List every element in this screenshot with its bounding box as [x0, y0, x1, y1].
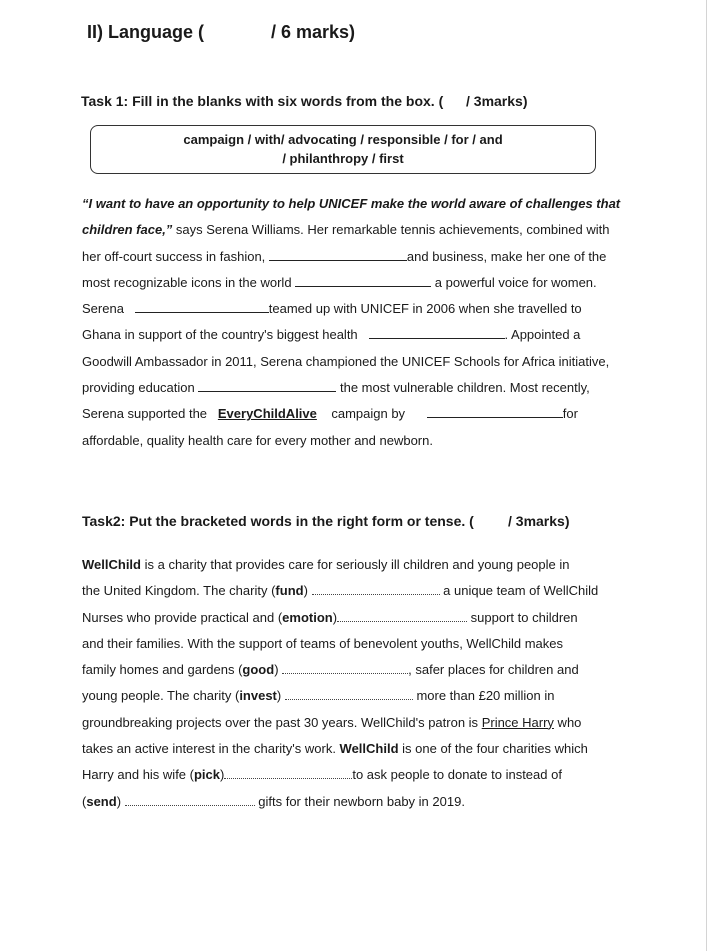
text-span: ) — [116, 793, 125, 809]
text-span: most recognizable icons in the world — [82, 274, 292, 290]
text-span: WellChild — [339, 741, 399, 757]
answer-dots-5[interactable] — [224, 767, 352, 779]
text-span: Harry and his wife ( — [82, 767, 194, 783]
text-line — [82, 552, 623, 578]
text-span: the most vulnerable children. Most recently, — [336, 380, 590, 396]
word-box-line-1: campaign / with/ advocating / responsible / for / and — [183, 132, 503, 147]
text-line: and their families. With the support of teams of benevolent youths, WellChild makes — [82, 635, 563, 651]
answer-dots-3[interactable] — [282, 662, 408, 674]
prince-harry-link[interactable]: Prince Harry — [481, 714, 554, 730]
text-line: “I want to have an opportunity to help UNICEF make the world aware of challenges that — [82, 196, 621, 211]
answer-dots-6[interactable] — [125, 794, 255, 806]
text-line — [82, 578, 623, 604]
bracket-word: pick — [193, 767, 220, 783]
text-span: support to children — [467, 609, 578, 625]
text-span: the United Kingdom. The charity ( — [82, 583, 276, 599]
bracket-word: good — [242, 662, 275, 678]
answer-blank-1[interactable] — [269, 248, 407, 261]
text-span: to ask people to donate to instead of — [352, 767, 562, 783]
text-span: young people. The charity ( — [82, 688, 240, 704]
text-span: and business, make her one of the — [406, 248, 607, 264]
task2-title: Task2: Put the bracketed words in the right form or tense. ( — [82, 513, 474, 529]
answer-blank-4[interactable] — [369, 326, 505, 339]
text-span: ) — [220, 767, 225, 783]
page-edge-line — [706, 0, 707, 951]
text-line — [82, 683, 623, 709]
text-span: Serena — [82, 301, 124, 317]
text-span: ) — [274, 662, 283, 678]
bracket-word: emotion — [282, 609, 333, 625]
text-span: groundbreaking projects over the past 30 years. WellChild's patron is — [82, 714, 482, 730]
text-span: Ghana in support of the country's biggest health — [82, 327, 358, 343]
task2-marks: / 3marks) — [508, 513, 570, 529]
text-span: is one of the four charities which — [398, 741, 588, 757]
text-line — [82, 322, 623, 348]
section-marks: / 6 marks) — [271, 22, 356, 42]
text-line — [82, 244, 623, 270]
text-span: ) — [332, 609, 338, 625]
text-span: gifts for their newborn baby in 2019. — [254, 793, 465, 809]
word-box — [90, 125, 596, 174]
answer-blank-6[interactable] — [427, 405, 563, 418]
text-line — [82, 375, 623, 401]
bracket-word: send — [86, 793, 117, 809]
task2-paragraph — [82, 552, 623, 815]
text-line — [82, 605, 623, 631]
text-span: is a charity that provides care for seriously ill children and young people in — [140, 557, 570, 572]
text-span: campaign by — [331, 406, 406, 422]
text-line — [82, 657, 623, 683]
text-line — [82, 217, 623, 243]
text-line — [82, 789, 623, 815]
bracket-word: fund — [275, 583, 304, 599]
text-span: a unique team of WellChild — [439, 583, 599, 599]
text-span: Serena supported the — [82, 406, 208, 422]
text-line — [82, 762, 623, 788]
task1-marks: / 3marks) — [466, 93, 528, 109]
everychildalive-link[interactable]: EveryChildAlive — [217, 406, 317, 422]
text-span: who — [553, 714, 582, 730]
text-span: takes an active interest in the charity's work. — [82, 741, 340, 757]
answer-dots-1[interactable] — [312, 583, 440, 595]
text-line — [82, 270, 623, 296]
text-span: WellChild — [82, 557, 141, 572]
word-box-line-2: / philanthropy / first — [282, 151, 404, 166]
text-line — [82, 710, 623, 736]
text-span: children face,” — [82, 222, 173, 238]
text-span: teamed up with UNICEF in 2006 when she travelled to — [268, 301, 582, 317]
task1-paragraph — [82, 191, 623, 454]
text-span: . Appointed a — [504, 327, 581, 343]
text-span: Nurses who provide practical and ( — [82, 609, 283, 625]
section-title: II) Language ( — [87, 22, 204, 42]
text-line: affordable, quality health care for every mother and newborn. — [82, 432, 433, 448]
text-span: , safer places for children and — [408, 662, 579, 678]
text-line — [82, 296, 623, 322]
answer-dots-2[interactable] — [337, 610, 467, 622]
text-span: says Serena Williams. Her remarkable tennis achievements, combined with — [172, 222, 610, 238]
text-line — [82, 736, 623, 762]
text-span: family homes and gardens ( — [82, 662, 243, 678]
text-span: for — [562, 406, 578, 422]
text-line — [82, 401, 623, 427]
answer-blank-2[interactable] — [295, 274, 431, 287]
text-span: a powerful voice for women. — [431, 274, 597, 290]
text-span: more than £20 million in — [412, 688, 555, 704]
task1-title: Task 1: Fill in the blanks with six words from the box. ( — [81, 93, 444, 109]
text-span: providing education — [82, 380, 195, 396]
text-span: her off-court success in fashion, — [82, 248, 266, 264]
bracket-word: invest — [239, 688, 277, 704]
text-span: ) — [303, 583, 312, 599]
text-span: ) — [276, 688, 285, 704]
text-span: ( — [82, 793, 87, 809]
text-line: Goodwill Ambassador in 2011, Serena championed the UNICEF Schools for Africa initiative, — [82, 353, 610, 369]
answer-blank-5[interactable] — [198, 379, 336, 392]
answer-dots-4[interactable] — [285, 688, 413, 700]
answer-blank-3[interactable] — [135, 300, 269, 313]
